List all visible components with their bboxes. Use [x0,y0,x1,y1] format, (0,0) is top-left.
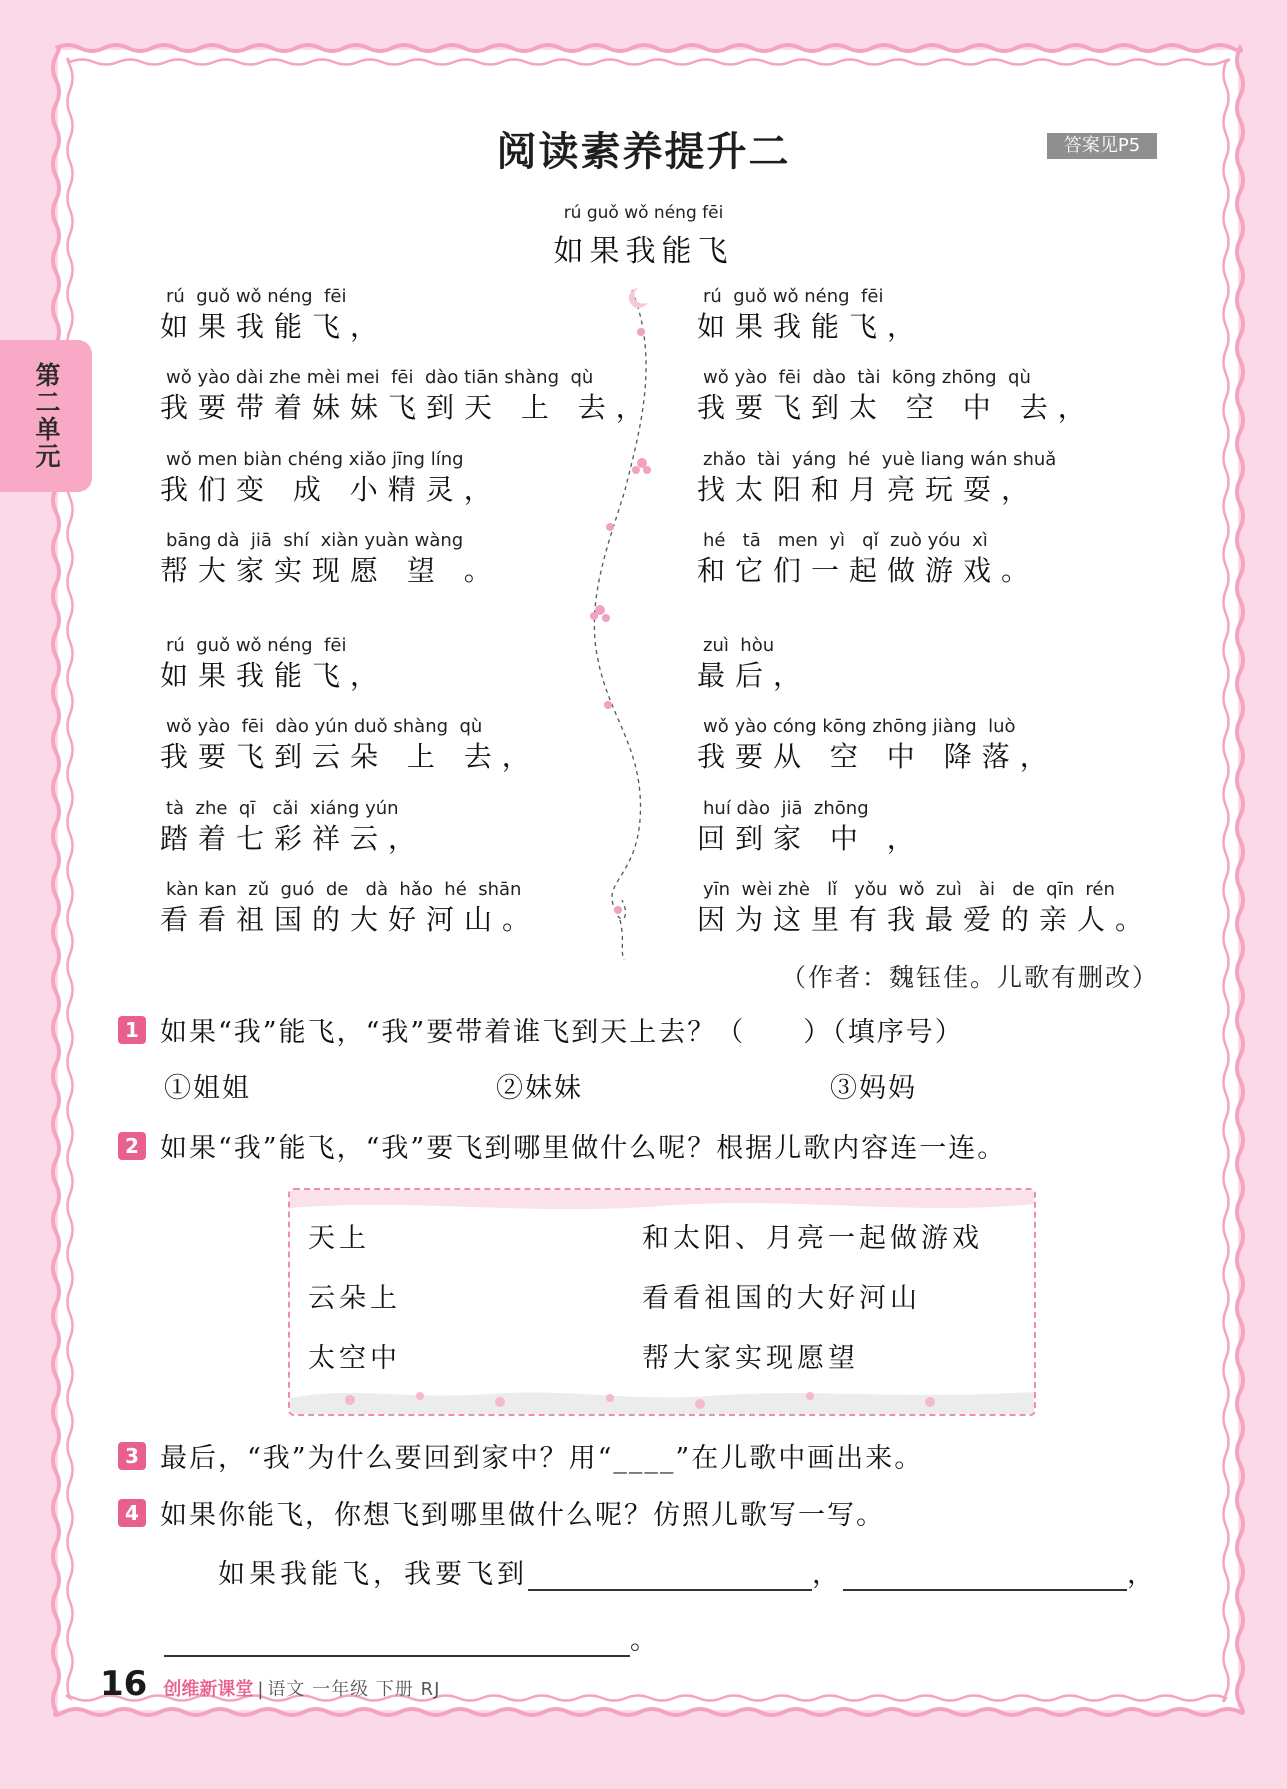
hanzi: 如果我能飞， [697,310,926,343]
match-right-item[interactable]: 看看祖国的大好河山 [642,1283,921,1314]
hanzi: 和它们一起做游戏。 [697,554,1040,587]
match-left-item[interactable]: 天上 [308,1223,370,1254]
poem-line [160,715,540,775]
question-text: 如果“我”能飞，“我”要带着谁飞到天上去？（ ）（填序号） [160,1017,964,1048]
match-left-item[interactable]: 云朵上 [308,1283,401,1314]
pinyin: rú guǒ wǒ néng fēi [166,286,347,307]
pinyin: hé tā men yì qǐ zuò yóu xì [703,530,988,551]
matching-box-bottom-decoration [290,1378,1034,1414]
poem-line [697,797,925,857]
page-footer [100,1664,440,1704]
pinyin: kàn kan zǔ guó de dà hǎo hé shān [166,879,522,900]
poem-line [160,448,502,508]
pinyin: wǒ yào dài zhe mèi mei fēi dào tiān shàng qù [166,367,594,388]
unit-tab-label: 第二单元 [32,362,61,470]
pinyin: wǒ men biàn chéng xiǎo jīng líng [166,449,464,470]
hanzi: 我们变 成 小精灵， [160,473,502,506]
poem-line [697,448,1056,508]
q4-end-comma: ， [1127,1559,1158,1590]
poem-line [160,285,388,345]
hanzi: 如果我能飞， [160,310,389,343]
poem-attribution: （作者：魏钰佳。儿歌有删改） [780,963,1159,992]
poem-line [697,366,1096,426]
poem-line [697,878,1153,938]
q1-option-3[interactable]: ③妈妈 [830,1073,917,1104]
question-number-badge: 4 [118,1499,146,1527]
question-text: 最后，“我”为什么要回到家中？用“____”在儿歌中画出来。 [160,1443,924,1474]
q4-blank-3[interactable] [164,1625,630,1657]
q1-option-1[interactable]: ①姐姐 [164,1073,251,1104]
poem-line [160,878,540,938]
poem-line [697,285,925,345]
pinyin: huí dào jiā zhōng [703,798,869,819]
pinyin: zuì hòu [703,635,775,656]
hanzi: 踏着七彩祥云， [160,822,427,855]
poem-line [697,715,1058,775]
pinyin: wǒ yào fēi dào yún duǒ shàng qù [166,716,483,737]
match-right-item[interactable]: 帮大家实现愿望 [642,1343,859,1374]
pinyin: bāng dà jiā shí xiàn yuàn wàng [166,530,464,551]
vine-divider-decoration [570,280,680,960]
q1-option-2[interactable]: ②妹妹 [496,1073,583,1104]
pinyin: rú guǒ wǒ néng fēi [703,286,884,307]
book-info: 语文 一年级 下册 RJ [267,1679,441,1700]
q4-blank-1[interactable] [528,1559,812,1591]
question-text: 如果“我”能飞，“我”要飞到哪里做什么呢？根据儿歌内容连一连。 [160,1133,1007,1164]
unit-tab [0,340,92,492]
answer-reference-badge: 答案见P5 [1047,133,1157,159]
q4-period: 。 [630,1625,657,1656]
question-3 [118,1436,923,1475]
question-2 [118,1126,1006,1165]
question-number-badge: 3 [118,1442,146,1470]
q4-writing-line-2 [164,1618,657,1657]
hanzi: 我要带着妹妹飞到天 上 去， [160,391,654,424]
matching-box-top-band [290,1190,1034,1216]
hanzi: 回到家 中 ， [697,822,925,855]
hanzi: 我要从 空 中 降落， [697,740,1058,773]
poem-title: 如果我能飞 [553,234,734,269]
hanzi: 帮大家实现愿 望 。 [160,554,502,587]
poem-line [160,797,426,857]
poem-title-pinyin: rú guǒ wǒ néng fēi [563,203,724,223]
poem-line [160,634,388,694]
pinyin: wǒ yào cóng kōng zhōng jiàng luò [703,716,1016,737]
match-left-item[interactable]: 太空中 [308,1343,401,1374]
question-4 [118,1493,885,1532]
poem-line [697,634,811,694]
question-1 [118,1010,964,1049]
question-number-badge: 2 [118,1132,146,1160]
pinyin: zhǎo tài yáng hé yuè liang wán shuǎ [703,449,1057,470]
hanzi: 因为这里有我最爱的亲人。 [697,903,1154,936]
page-title: 阅读素养提升二 [496,129,791,175]
q4-blank-2[interactable] [843,1559,1127,1591]
hanzi: 我要飞到云朵 上 去， [160,740,540,773]
pinyin: rú guǒ wǒ néng fēi [166,635,347,656]
hanzi: 找太阳和月亮玩耍， [697,473,1040,506]
hanzi: 如果我能飞， [160,659,389,692]
page-number: 16 [100,1664,148,1704]
pinyin: tà zhe qī cǎi xiáng yún [166,798,399,819]
q4-prompt: 如果我能飞，我要飞到 [218,1559,528,1590]
pinyin: wǒ yào fēi dào tài kōng zhōng qù [703,367,1031,388]
question-number-badge: 1 [118,1016,146,1044]
question-text: 如果你能飞，你想飞到哪里做什么呢？仿照儿歌写一写。 [160,1500,885,1531]
brand-name: 创维新课堂 [163,1679,254,1700]
q4-comma: ， [812,1559,843,1590]
pinyin: yīn wèi zhè lǐ yǒu wǒ zuì ài de qīn rén [703,879,1115,900]
matching-box [288,1188,1036,1416]
match-right-item[interactable]: 和太阳、月亮一起做游戏 [642,1223,983,1254]
hanzi: 看看祖国的大好河山。 [160,903,541,936]
hanzi: 我要飞到太 空 中 去， [697,391,1096,424]
q4-writing-line [218,1552,1158,1591]
poem-line [160,529,502,589]
poem-line [697,529,1039,589]
footer-separator: | [257,1679,264,1700]
hanzi: 最后， [697,659,812,692]
